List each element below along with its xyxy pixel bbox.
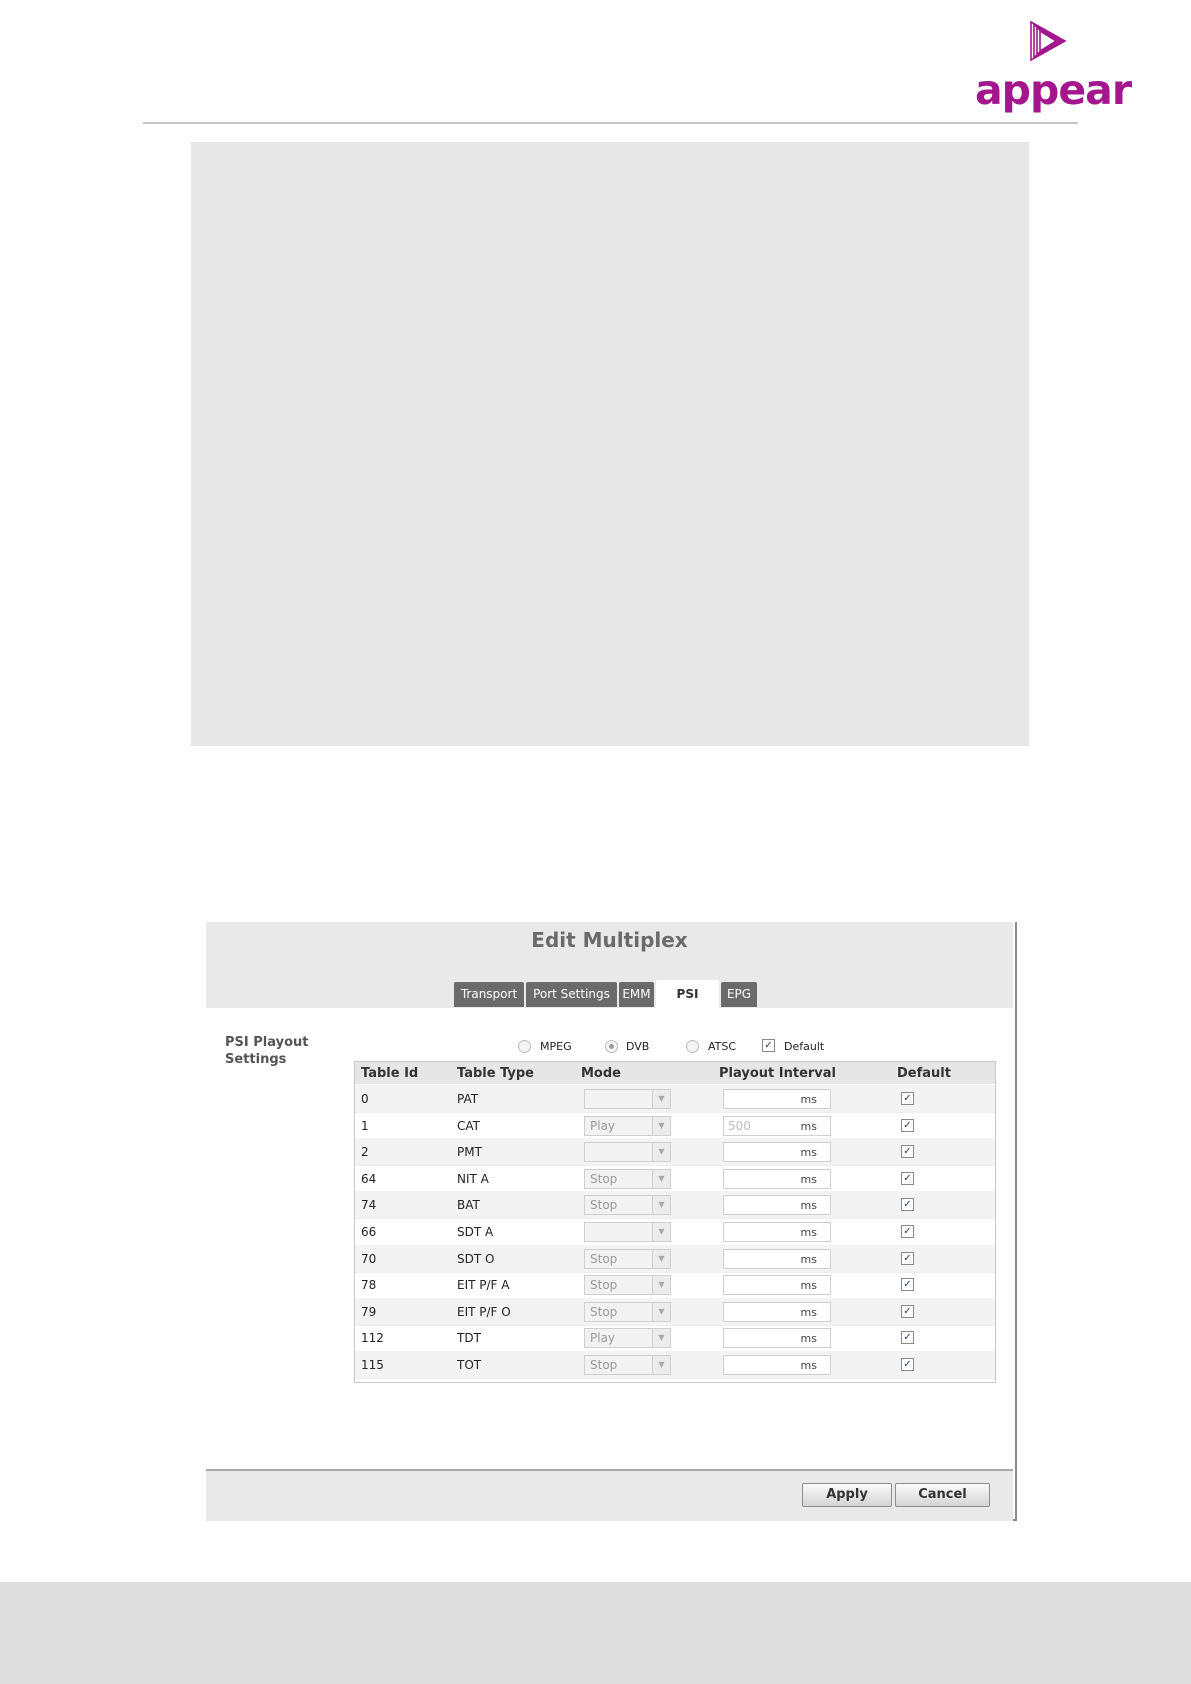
mode-select-value: Stop: [590, 1358, 618, 1372]
chevron-down-icon[interactable]: ▼: [652, 1303, 670, 1321]
cell-table-id: 115: [361, 1358, 384, 1372]
chevron-down-icon[interactable]: ▼: [652, 1356, 670, 1374]
cell-table-type: SDT O: [457, 1251, 495, 1266]
cell-table-id: 70: [361, 1251, 377, 1266]
row-default-checkbox[interactable]: ✓: [901, 1358, 914, 1371]
interval-unit: ms: [800, 1146, 817, 1160]
header-default: Default: [897, 1066, 951, 1081]
chevron-down-icon[interactable]: ▼: [652, 1143, 670, 1161]
radio-dvb[interactable]: [605, 1040, 618, 1053]
cell-table-type: SDT A: [457, 1225, 494, 1239]
playout-interval-input[interactable]: [723, 1195, 831, 1215]
interval-unit: ms: [800, 1093, 817, 1106]
edit-multiplex-dialog: [206, 922, 1017, 1521]
logo-text: appear: [975, 66, 1132, 114]
mode-select[interactable]: [584, 1169, 671, 1189]
playout-interval-input[interactable]: [723, 1116, 831, 1136]
cell-table-id: 78: [361, 1278, 377, 1293]
page-footer-band: [0, 1582, 1191, 1684]
cell-table-id: 112: [361, 1331, 384, 1346]
radio-mpeg[interactable]: [518, 1040, 531, 1053]
interval-unit: ms: [800, 1172, 817, 1186]
chevron-down-icon[interactable]: ▼: [652, 1223, 670, 1241]
table-row: [355, 1271, 995, 1299]
interval-unit: ms: [800, 1226, 817, 1239]
dialog-footer: [206, 1469, 1013, 1521]
mode-select[interactable]: [584, 1195, 671, 1215]
row-default-checkbox[interactable]: ✓: [901, 1252, 914, 1265]
cell-table-type: EIT P/F A: [457, 1278, 510, 1293]
tab-port-settings[interactable]: Port Settings: [526, 982, 617, 1007]
tab-emm[interactable]: EMM: [619, 982, 654, 1007]
default-checkbox[interactable]: ✓: [762, 1039, 775, 1052]
dialog-title: Edit Multiplex: [531, 928, 688, 952]
mode-select[interactable]: [584, 1328, 671, 1348]
cell-table-type: EIT P/F O: [457, 1304, 511, 1319]
cell-table-id: 0: [361, 1092, 369, 1106]
table-row: [355, 1138, 995, 1166]
row-default-checkbox[interactable]: ✓: [901, 1145, 914, 1158]
chevron-down-icon[interactable]: ▼: [652, 1117, 670, 1135]
cell-table-type: PMT: [457, 1145, 482, 1160]
header-table-type: Table Type: [457, 1066, 534, 1081]
header-mode: Mode: [581, 1066, 621, 1081]
playout-interval-input[interactable]: [723, 1222, 831, 1242]
row-default-checkbox[interactable]: ✓: [901, 1305, 914, 1318]
psi-table: [354, 1061, 996, 1383]
mode-select[interactable]: [584, 1275, 671, 1295]
header-playout-interval: Playout Interval: [719, 1066, 836, 1081]
dialog-header: [206, 922, 1013, 1008]
mode-select-value: Stop: [590, 1304, 618, 1319]
table-row: [355, 1245, 995, 1273]
playout-interval-value: 500: [728, 1118, 751, 1133]
play-icon: [1027, 18, 1069, 64]
interval-unit: ms: [800, 1279, 817, 1293]
playout-interval-input[interactable]: [723, 1249, 831, 1269]
mode-select-value: Stop: [590, 1171, 618, 1186]
row-default-checkbox[interactable]: ✓: [901, 1092, 914, 1105]
cell-table-type: PAT: [457, 1092, 479, 1106]
radio-atsc[interactable]: [686, 1040, 699, 1053]
chevron-down-icon[interactable]: ▼: [652, 1276, 670, 1294]
tab-psi[interactable]: PSI: [656, 980, 719, 1008]
row-default-checkbox[interactable]: ✓: [901, 1119, 914, 1132]
radio-dvb-label: DVB: [626, 1040, 650, 1053]
chevron-down-icon[interactable]: ▼: [652, 1250, 670, 1268]
tab-epg[interactable]: EPG: [721, 982, 757, 1007]
playout-interval-input[interactable]: [723, 1302, 831, 1322]
row-default-checkbox[interactable]: ✓: [901, 1278, 914, 1291]
table-row: [355, 1191, 995, 1219]
mode-select[interactable]: [584, 1142, 671, 1162]
interval-unit: ms: [800, 1252, 817, 1266]
cell-table-id: 64: [361, 1171, 377, 1186]
mode-select[interactable]: [584, 1302, 671, 1322]
row-default-checkbox[interactable]: ✓: [901, 1172, 914, 1185]
table-row: [355, 1218, 995, 1246]
mode-select-value: Play: [590, 1118, 616, 1133]
playout-interval-input[interactable]: [723, 1089, 831, 1109]
playout-interval-input[interactable]: [723, 1169, 831, 1189]
table-row: [355, 1112, 995, 1140]
interval-unit: ms: [800, 1119, 817, 1133]
mode-select-value: Stop: [590, 1251, 618, 1266]
cancel-button[interactable]: Cancel: [895, 1483, 990, 1507]
row-default-checkbox[interactable]: ✓: [901, 1225, 914, 1238]
cell-table-id: 79: [361, 1304, 377, 1319]
table-row: [355, 1324, 995, 1352]
table-row: [355, 1298, 995, 1326]
interval-unit: ms: [800, 1359, 817, 1372]
cell-table-type: TOT: [457, 1358, 482, 1372]
radio-mpeg-label: MPEG: [540, 1040, 572, 1053]
table-row: [355, 1351, 995, 1379]
cell-table-type: NIT A: [457, 1171, 489, 1186]
chevron-down-icon[interactable]: ▼: [652, 1090, 670, 1108]
header-table-id: Table Id: [361, 1066, 419, 1081]
table-header: [355, 1062, 995, 1084]
mode-select-value: Stop: [590, 1198, 618, 1213]
header-rule: [143, 122, 1078, 124]
chevron-down-icon[interactable]: ▼: [652, 1170, 670, 1188]
interval-unit: ms: [800, 1332, 817, 1346]
playout-interval-input[interactable]: [723, 1275, 831, 1295]
cell-table-type: BAT: [457, 1198, 480, 1213]
image-placeholder-panel: [191, 142, 1029, 746]
mode-select[interactable]: [584, 1355, 671, 1375]
cell-table-id: 74: [361, 1198, 377, 1213]
playout-interval-input[interactable]: [723, 1355, 831, 1375]
default-checkbox-label: Default: [784, 1040, 825, 1053]
appear-logo: [975, 18, 1132, 114]
cell-table-type: CAT: [457, 1118, 480, 1133]
mode-select[interactable]: [584, 1249, 671, 1269]
row-default-checkbox[interactable]: ✓: [901, 1331, 914, 1344]
playout-interval-input[interactable]: [723, 1328, 831, 1348]
chevron-down-icon[interactable]: ▼: [652, 1196, 670, 1214]
mode-select-value: Play: [590, 1331, 616, 1346]
cell-table-id: 66: [361, 1225, 377, 1239]
table-row: [355, 1165, 995, 1193]
cell-table-id: 1: [361, 1118, 369, 1133]
cell-table-id: 2: [361, 1145, 369, 1160]
radio-atsc-label: ATSC: [708, 1040, 737, 1053]
apply-button[interactable]: Apply: [802, 1483, 892, 1507]
row-default-checkbox[interactable]: ✓: [901, 1198, 914, 1211]
tab-transport[interactable]: Transport: [454, 982, 524, 1007]
playout-interval-input[interactable]: [723, 1142, 831, 1162]
interval-unit: ms: [800, 1199, 817, 1213]
mode-select[interactable]: [584, 1089, 671, 1109]
interval-unit: ms: [800, 1305, 817, 1319]
chevron-down-icon[interactable]: ▼: [652, 1329, 670, 1347]
psi-playout-settings-label: PSI Playout Settings: [225, 1035, 309, 1067]
table-row: [355, 1085, 995, 1113]
mode-select-value: Stop: [590, 1278, 618, 1293]
mode-select[interactable]: [584, 1222, 671, 1242]
cell-table-type: TDT: [457, 1331, 481, 1346]
mode-select[interactable]: [584, 1116, 671, 1136]
